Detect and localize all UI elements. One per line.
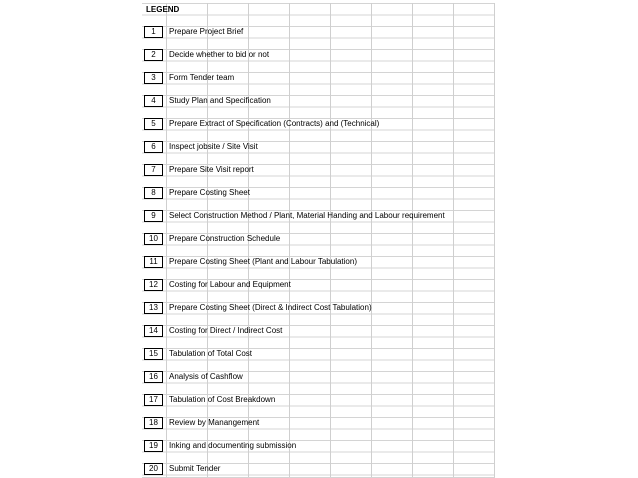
item-label: Prepare Costing Sheet — [169, 188, 250, 197]
item-number-box: 15 — [144, 348, 163, 360]
legend-item-5[interactable] — [142, 118, 494, 130]
legend-heading: LEGEND — [146, 5, 180, 14]
item-number-box: 1 — [144, 26, 163, 38]
item-number-box: 9 — [144, 210, 163, 222]
legend-item-16[interactable] — [142, 371, 494, 383]
legend-item-2[interactable] — [142, 49, 494, 61]
item-label: Form Tender team — [169, 73, 235, 82]
legend-item-11[interactable] — [142, 256, 494, 268]
item-number-box: 4 — [144, 95, 163, 107]
legend-item-4[interactable] — [142, 95, 494, 107]
item-number-box: 7 — [144, 164, 163, 176]
item-label: Prepare Extract of Specification (Contracts) and (Technical) — [169, 119, 380, 128]
item-label: Costing for Direct / Indirect Cost — [169, 326, 283, 335]
item-number-box: 19 — [144, 440, 163, 452]
item-number-box: 18 — [144, 417, 163, 429]
item-number-box: 17 — [144, 394, 163, 406]
item-number-box: 2 — [144, 49, 163, 61]
item-number-box: 8 — [144, 187, 163, 199]
item-number-box: 14 — [144, 325, 163, 337]
item-label: Prepare Costing Sheet (Direct & Indirect Cost Tabulation) — [169, 303, 372, 312]
legend-item-14[interactable] — [142, 325, 494, 337]
item-number-box: 6 — [144, 141, 163, 153]
item-label: Decide whether to bid or not — [169, 50, 270, 59]
item-label: Prepare Costing Sheet (Plant and Labour Tabulation) — [169, 257, 357, 266]
item-number-box: 16 — [144, 371, 163, 383]
item-label: Tabulation of Total Cost — [169, 349, 253, 358]
item-number-box: 10 — [144, 233, 163, 245]
item-label: Costing for Labour and Equipment — [169, 280, 291, 289]
item-label: Inking and documenting submission — [169, 441, 297, 450]
item-number-box: 3 — [144, 72, 163, 84]
item-label: Analysis of Cashflow — [169, 372, 243, 381]
item-number-box: 20 — [144, 463, 163, 475]
item-number-box: 12 — [144, 279, 163, 291]
item-number-box: 11 — [144, 256, 163, 268]
legend-item-17[interactable] — [142, 394, 494, 406]
item-label: Tabulation of Cost Breakdown — [169, 395, 276, 404]
item-label: Inspect jobsite / Site Visit — [169, 142, 258, 151]
item-label: Select Construction Method / Plant, Material Handing and Labour requirement — [169, 211, 445, 220]
item-label: Submit Tender — [169, 464, 221, 473]
item-label: Prepare Project Brief — [169, 27, 244, 36]
legend-item-13[interactable] — [142, 302, 494, 314]
legend-item-8[interactable] — [142, 187, 494, 199]
legend-item-10[interactable] — [142, 233, 494, 245]
legend-item-7[interactable] — [142, 164, 494, 176]
legend-item-20[interactable] — [142, 463, 494, 475]
legend-item-3[interactable] — [142, 72, 494, 84]
legend-item-6[interactable] — [142, 141, 494, 153]
legend-item-19[interactable] — [142, 440, 494, 452]
item-label: Prepare Construction Schedule — [169, 234, 281, 243]
item-label: Review by Manangement — [169, 418, 260, 427]
legend-item-18[interactable] — [142, 417, 494, 429]
item-number-box: 5 — [144, 118, 163, 130]
item-label: Prepare Site Visit report — [169, 165, 254, 174]
legend-item-12[interactable] — [142, 279, 494, 291]
legend-item-15[interactable] — [142, 348, 494, 360]
item-number-box: 13 — [144, 302, 163, 314]
legend-item-9[interactable] — [142, 210, 494, 222]
legend-item-1[interactable] — [142, 26, 494, 38]
item-label: Study Plan and Specification — [169, 96, 271, 105]
